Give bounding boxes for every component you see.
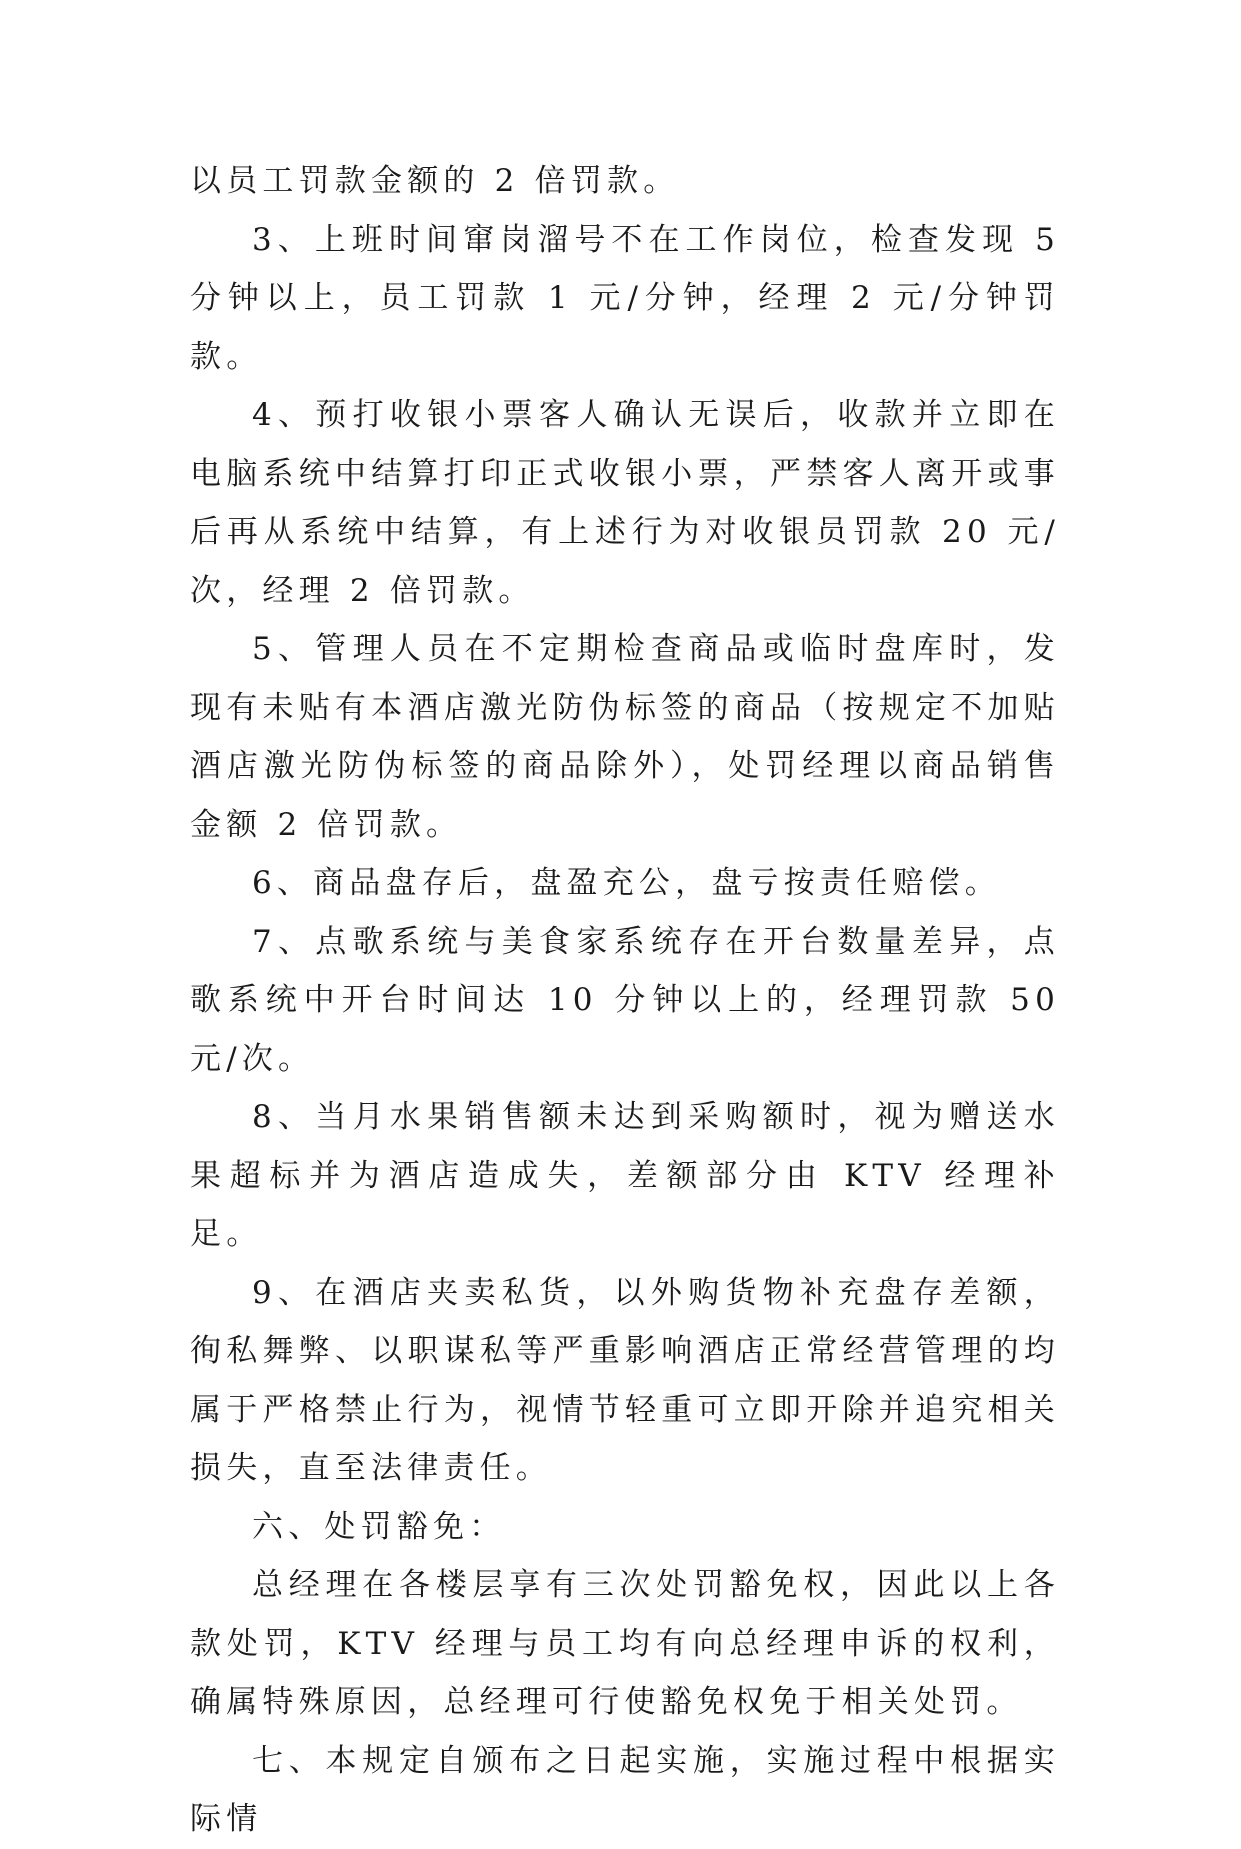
paragraph-item-9: 9、在酒店夹卖私货，以外购货物补充盘存差额，徇私舞弊、以职谋私等严重影响酒店正常经营管理的均属于严格禁止行为，视情节轻重可立即开除并追究相关损失，直至法律责任。	[190, 1274, 1060, 1486]
paragraph-item-7: 7、点歌系统与美食家系统存在开台数量差异，点歌系统中开台时间达 10 分钟以上的，经理罚款 50 元/次。	[190, 923, 1060, 1077]
paragraph-item-3: 3、上班时间窜岗溜号不在工作岗位，检查发现 5 分钟以上，员工罚款 1 元/分钟，经理 2 元/分钟罚款。	[190, 221, 1060, 375]
paragraph-item-4: 4、预打收银小票客人确认无误后，收款并立即在电脑系统中结算打印正式收银小票，严禁客人离开或事后再从系统中结算，有上述行为对收银员罚款 20 元/次，经理 2 倍罚款。	[190, 397, 1060, 609]
paragraph-item-8: 8、当月水果销售额未达到采购额时，视为赠送水果超标并为酒店造成失，差额部分由 KTV 经理补足。	[190, 1099, 1060, 1252]
paragraph-section-7: 七、本规定自颁布之日起实施，实施过程中根据实际情	[190, 1742, 1060, 1837]
document-body	[190, 152, 1060, 1849]
paragraph-fine-double: 以员工罚款金额的 2 倍罚款。	[190, 163, 680, 199]
paragraph-item-5: 5、管理人员在不定期检查商品或临时盘库时，发现有未贴有本酒店激光防伪标签的商品（按规定不加贴酒店激光防伪标签的商品除外），处罚经理以商品销售金额 2 倍罚款。	[190, 631, 1060, 843]
paragraph-item-6: 6、商品盘存后，盘盈充公，盘亏按责任赔偿。	[252, 865, 1001, 901]
paragraph-exemption: 总经理在各楼层享有三次处罚豁免权，因此以上各款处罚，KTV 经理与员工均有向总经理申诉的权利，确属特殊原因，总经理可行使豁免权免于相关处罚。	[190, 1567, 1060, 1720]
section-heading-exemption: 六、处罚豁免：	[252, 1508, 506, 1545]
